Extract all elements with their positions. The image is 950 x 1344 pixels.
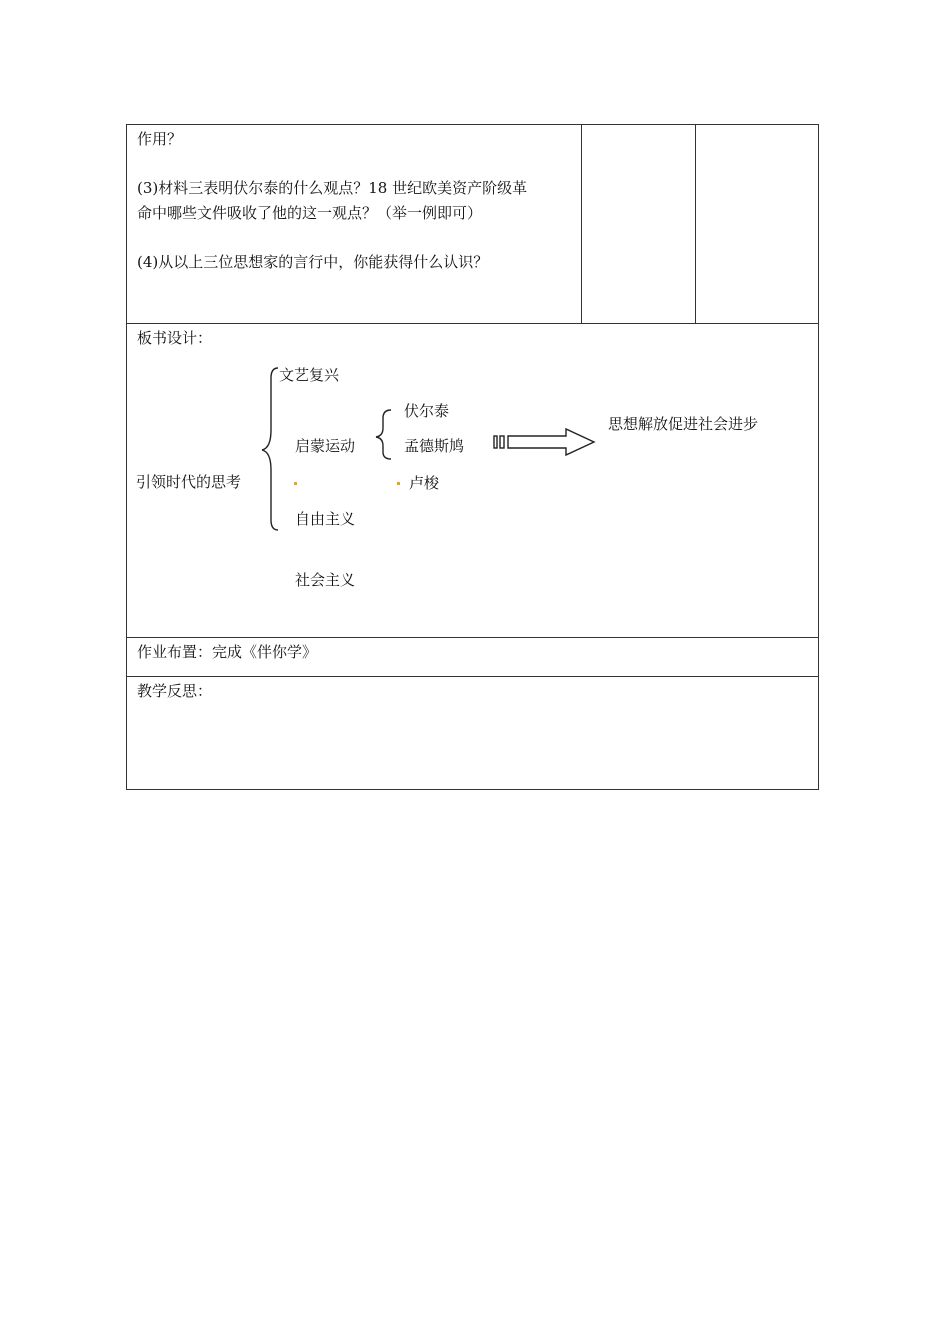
question-4: (4)从以上三位思想家的言行中，你能获得什么认识？: [137, 253, 489, 271]
small-brace: [376, 410, 391, 459]
question-3-line-1: (3)材料三表明伏尔泰的什么观点？18 世纪欧美资产阶级革: [137, 179, 528, 197]
arrow-tick-2: [500, 436, 504, 448]
large-brace: [262, 368, 278, 530]
homework-row: [126, 637, 819, 677]
node-rousseau: 卢梭: [409, 474, 440, 492]
marker-dot-2: [397, 482, 400, 485]
reflection-row: [126, 676, 819, 790]
board-root-label: 引领时代的思考: [136, 473, 242, 491]
node-enlightenment: 启蒙运动: [295, 437, 356, 455]
homework-text: 作业布置：完成《伴你学》: [137, 643, 318, 661]
result-label: 思想解放促进社会进步: [608, 415, 759, 433]
node-montesquieu: 孟德斯鸠: [404, 437, 465, 455]
node-voltaire: 伏尔泰: [404, 402, 450, 420]
node-liberalism: 自由主义: [295, 510, 356, 528]
node-renaissance: 文艺复兴: [279, 366, 340, 384]
board-design-label: 板书设计：: [137, 329, 213, 347]
reflection-label: 教学反思：: [137, 682, 213, 700]
arrow: [494, 429, 594, 455]
marker-dot-1: [294, 482, 297, 485]
arrow-body: [508, 429, 594, 455]
arrow-tick-1: [494, 436, 497, 448]
question-3-line-2: 命中哪些文件吸收了他的这一观点？（举一例即可）: [137, 204, 483, 222]
question-continuation: 作用？: [137, 130, 183, 148]
node-socialism: 社会主义: [295, 571, 356, 589]
